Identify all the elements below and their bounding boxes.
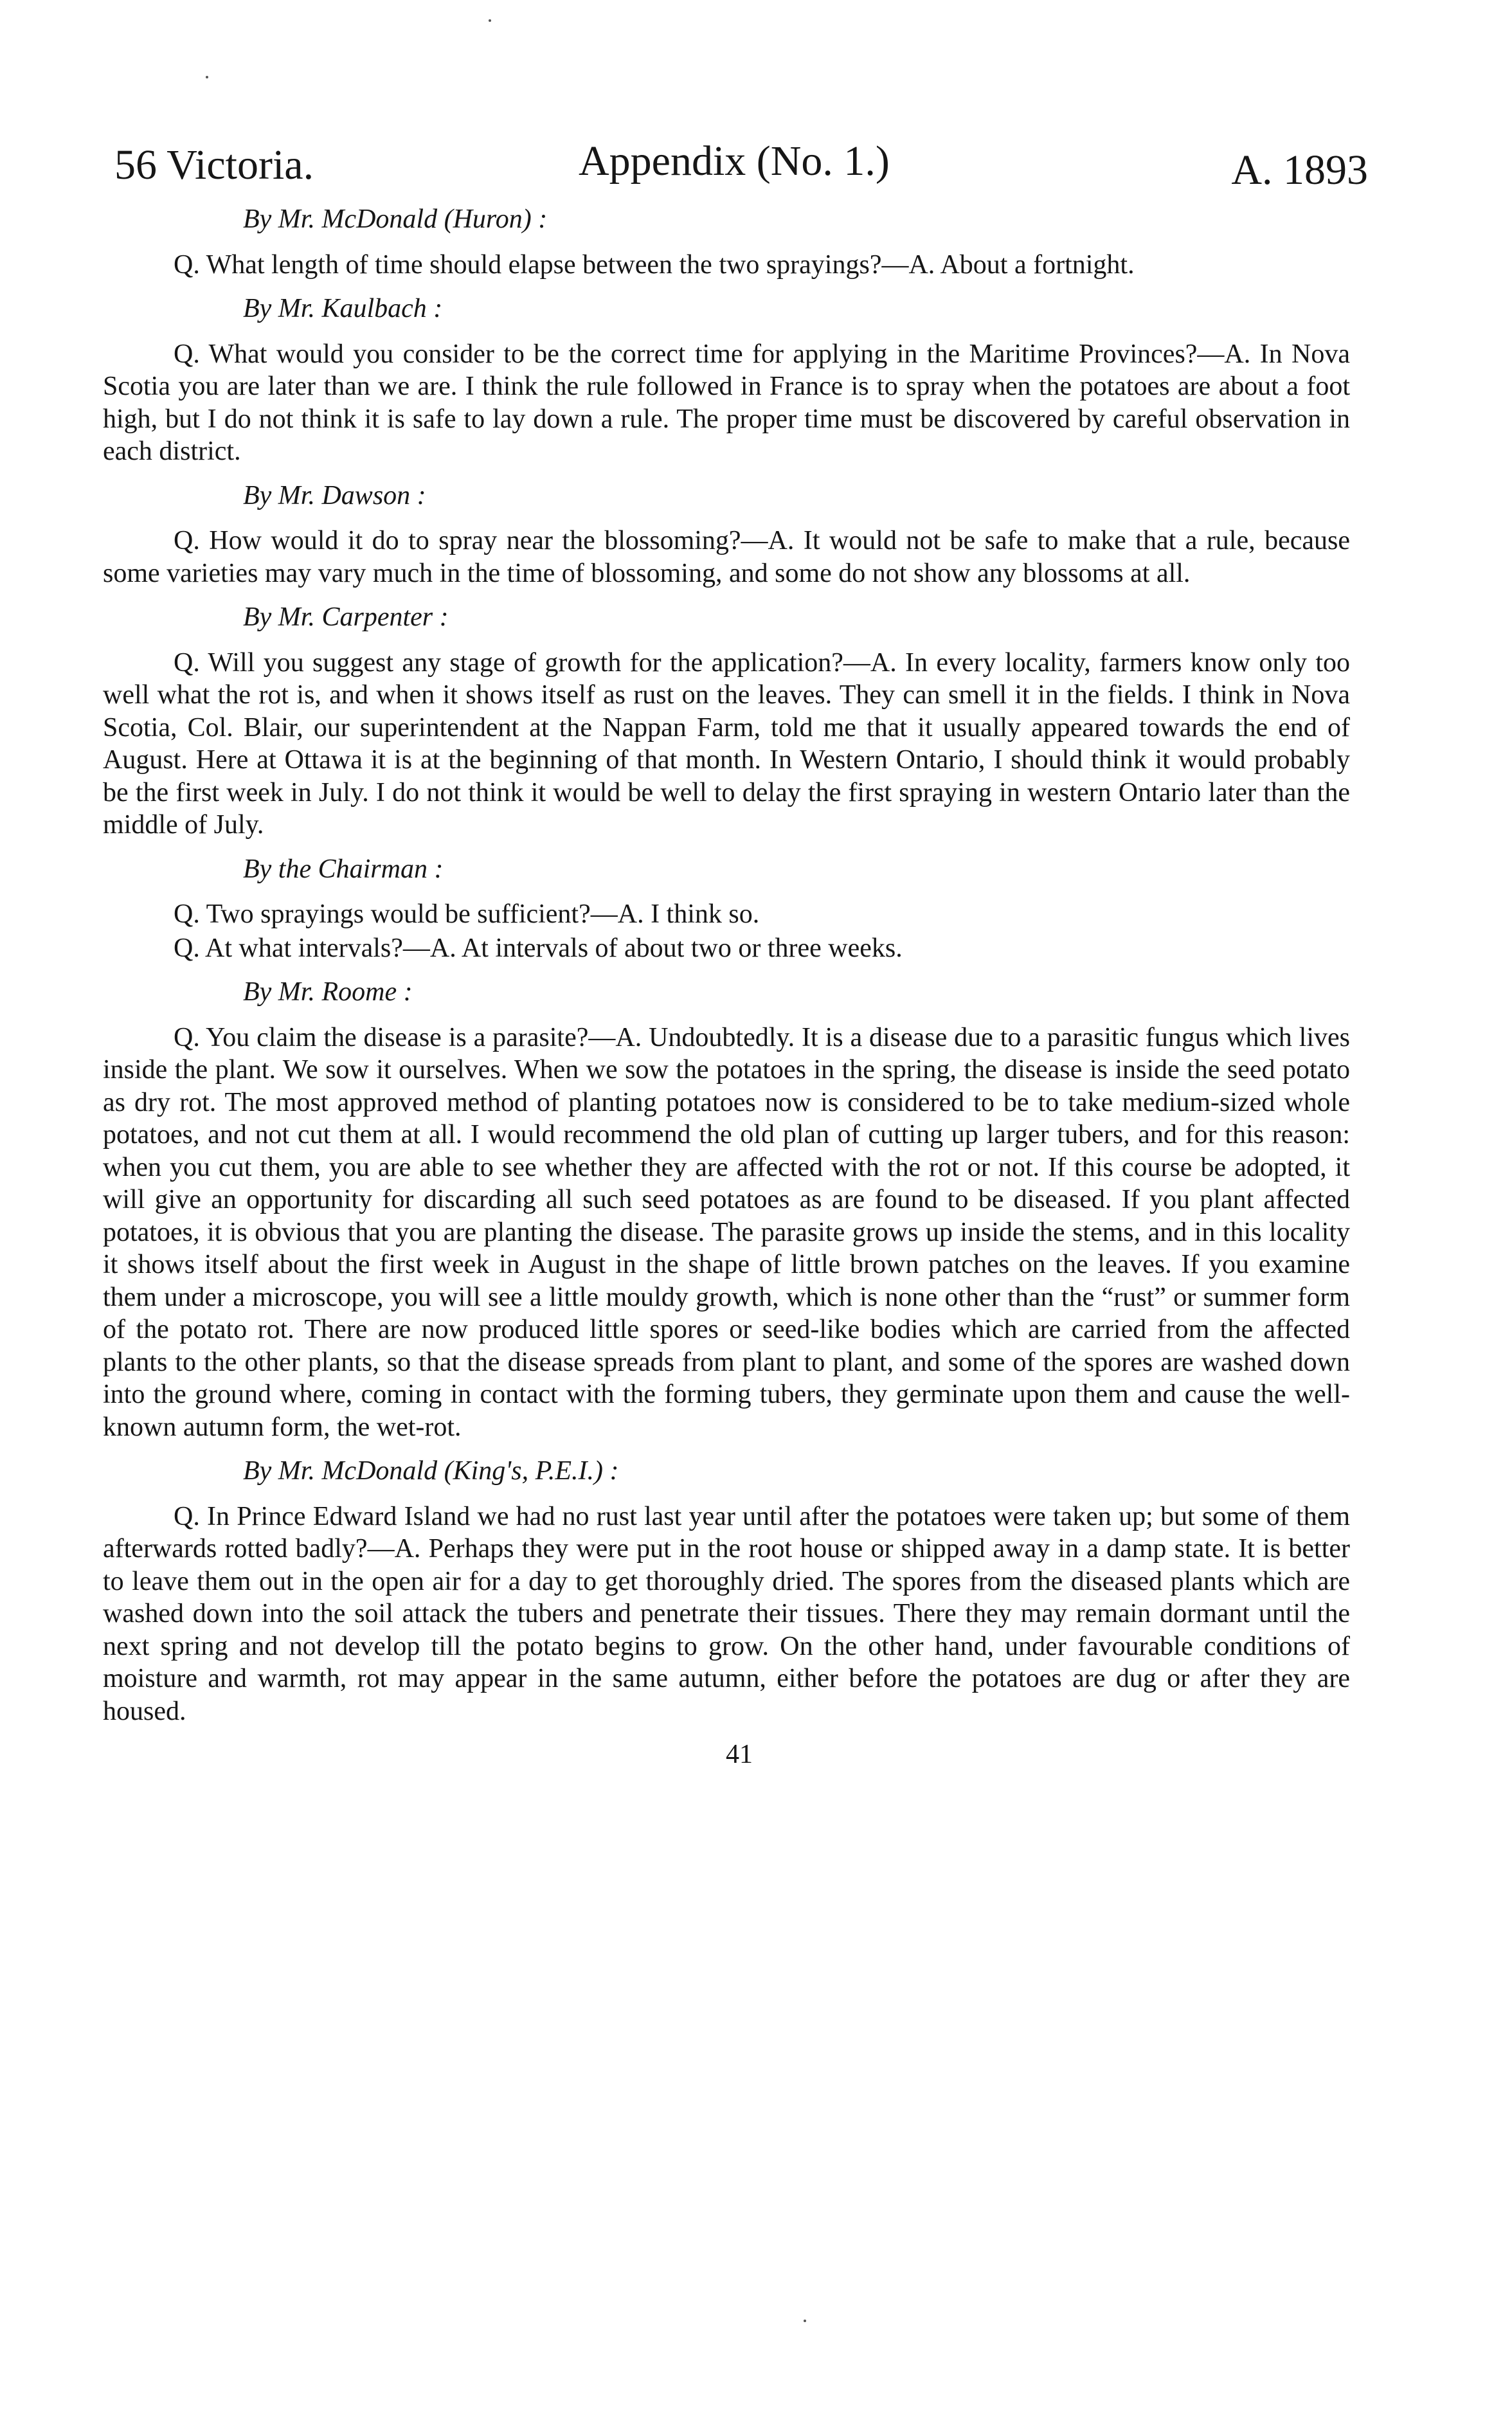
header-session: 56 Victoria.	[114, 141, 314, 188]
testimony-paragraph: Q. What would you consider to be the correct time for applying in the Maritime Provinces?—A. In Nova Scotia you are later than we are. I think the rule followed in France is to spray when the potatoes are about a foot high, but I do not think it is safe to lay down a rule. The proper time must be discovered by careful observation in each district.	[103, 339, 1350, 466]
testimony-paragraph: Q. How would it do to spray near the blossoming?—A. It would not be safe to make that a rule, because some varieties may vary much in the time of blossoming, and some do not show any blossoms at all.	[103, 526, 1350, 588]
header-year: A. 1893	[1231, 147, 1368, 194]
speaker-heading: By Mr. Kaulbach :	[243, 294, 443, 323]
speaker-heading: By the Chairman :	[243, 854, 444, 884]
scan-speck	[206, 76, 208, 78]
speaker-heading: By Mr. Roome :	[243, 977, 413, 1007]
scan-speck	[804, 2320, 806, 2322]
scan-speck	[489, 19, 491, 22]
speaker-heading: By Mr. Dawson :	[243, 480, 426, 510]
testimony-paragraph: Q. Two sprayings would be sufficient?—A. I think so.	[174, 899, 760, 929]
document-body	[103, 203, 1350, 1727]
testimony-paragraph: Q. Will you suggest any stage of growth for the application?—A. In every locality, farmers know only too well what the rot is, and when it shows itself as rust on the leaves. They can smell it in the fields. I think in Nova Scotia, Col. Blair, our superintendent at the Nappan Farm, told me that it usually appeared towards the end of August. Here at Ottawa it is at the beginning of that month. In Western Ontario, I should think it would probably be the first week in July. I do not think it would be well to delay the first spraying in western Ontario later than the middle of July.	[103, 647, 1350, 840]
document-page	[103, 129, 1368, 1770]
testimony-paragraph: Q. In Prince Edward Island we had no rust last year until after the potatoes were taken up; but some of them afterwards rotted badly?—A. Perhaps they were put in the root house or shipped away in a damp state. It is better to leave them out in the open air for a day to get thoroughly dried. The spores from the diseased plants which are washed down into the soil attack the tubers and penetrate their tissues. There they may remain dormant until the next spring and not develop till the potato begins to grow. On the other hand, under favourable conditions of moisture and warmth, rot may appear in the same autumn, either before the potatoes are dug or after they are housed.	[103, 1501, 1350, 1726]
header-appendix: Appendix (No. 1.)	[579, 138, 890, 185]
testimony-paragraph: Q. What length of time should elapse between the two sprayings?—A. About a fortnight.	[174, 249, 1135, 280]
testimony-paragraph: Q. At what intervals?—A. At intervals of about two or three weeks.	[174, 933, 903, 963]
page-number: 41	[726, 1740, 753, 1769]
speaker-heading: By Mr. McDonald (King's, P.E.I.) :	[243, 1456, 619, 1486]
testimony-paragraph: Q. You claim the disease is a parasite?—A. Undoubtedly. It is a disease due to a parasitic fungus which lives inside the plant. We sow it ourselves. When we sow the potatoes in the spring, the disease is inside the seed potato as dry rot. The most approved method of planting potatoes now is considered to be to take medium-sized whole potatoes, and not cut them at all. I would recommend the old plan of cutting up larger tubers, and for this reason: when you cut them, you are able to see whether they are affected with the rot or not. If this course be adopted, it will give an opportunity for discarding all such seed potatoes as are found to be diseased. If you plant affected potatoes, it is obvious that you are planting the disease. The parasite grows up inside the stems, and in this locality it shows itself about the first week in August in the shape of little brown patches on the leaves. If you examine them under a microscope, you will see a little mouldy growth, which is none other than the “rust” or summer form of the potato rot. There are now produced little spores or seed-like bodies which are carried from the affected plants to the other plants, so that the disease spreads from plant to plant, and some of the spores are washed down into the ground where, coming in contact with the forming tubers, they germinate upon them and cause the well-known autumn form, the wet-rot.	[103, 1022, 1350, 1442]
speaker-heading: By Mr. Carpenter :	[243, 602, 449, 632]
speaker-heading: By Mr. McDonald (Huron) :	[243, 204, 548, 234]
running-header	[103, 129, 1368, 199]
